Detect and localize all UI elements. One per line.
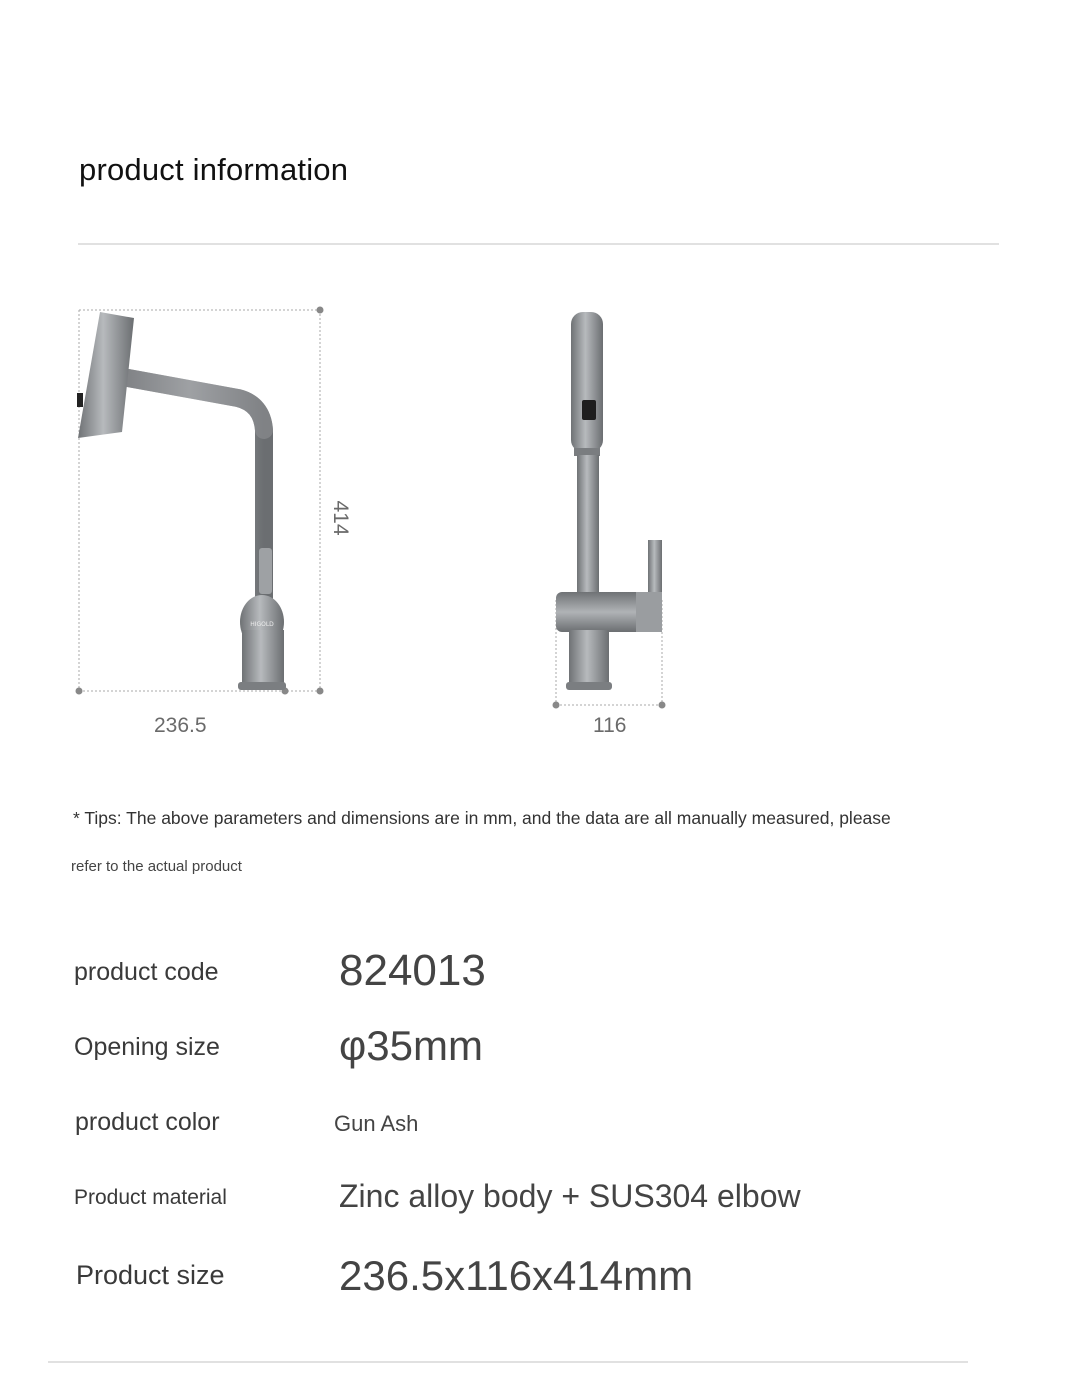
page-title: product information (79, 152, 349, 187)
dimension-dot (553, 702, 560, 709)
faucet-side-view (76, 307, 324, 695)
top-divider (78, 243, 999, 245)
spec-label: Product size (76, 1260, 225, 1290)
tips-text-line1: * Tips: The above parameters and dimensions are in mm, and the data are all manually measured, please (73, 808, 891, 828)
faucet-dimension-drawings (0, 280, 1080, 720)
dimension-dot (659, 702, 666, 709)
spec-label: Product material (74, 1186, 227, 1209)
spec-label: Opening size (74, 1033, 220, 1061)
dimension-dot (317, 688, 324, 695)
spec-value: φ35mm (339, 1022, 483, 1069)
spec-value: Gun Ash (334, 1111, 419, 1136)
spec-label: product code (74, 958, 219, 986)
bottom-divider (48, 1361, 968, 1363)
spec-value: Zinc alloy body + SUS304 elbow (339, 1178, 801, 1214)
height-dimension-label: 414 (329, 500, 352, 536)
brand-logo-text: HIGOLD (250, 621, 274, 628)
dimension-dot (317, 307, 324, 314)
spec-value: 824013 (339, 946, 486, 995)
spec-label: product color (75, 1108, 220, 1136)
depth-dimension-label: 116 (593, 714, 627, 737)
faucet-front-view (553, 312, 666, 709)
width-dimension-label: 236.5 (154, 714, 207, 737)
dimension-dot (76, 688, 83, 695)
tips-text-line2: refer to the actual product (71, 858, 242, 875)
spec-value: 236.5x116x414mm (339, 1252, 694, 1299)
